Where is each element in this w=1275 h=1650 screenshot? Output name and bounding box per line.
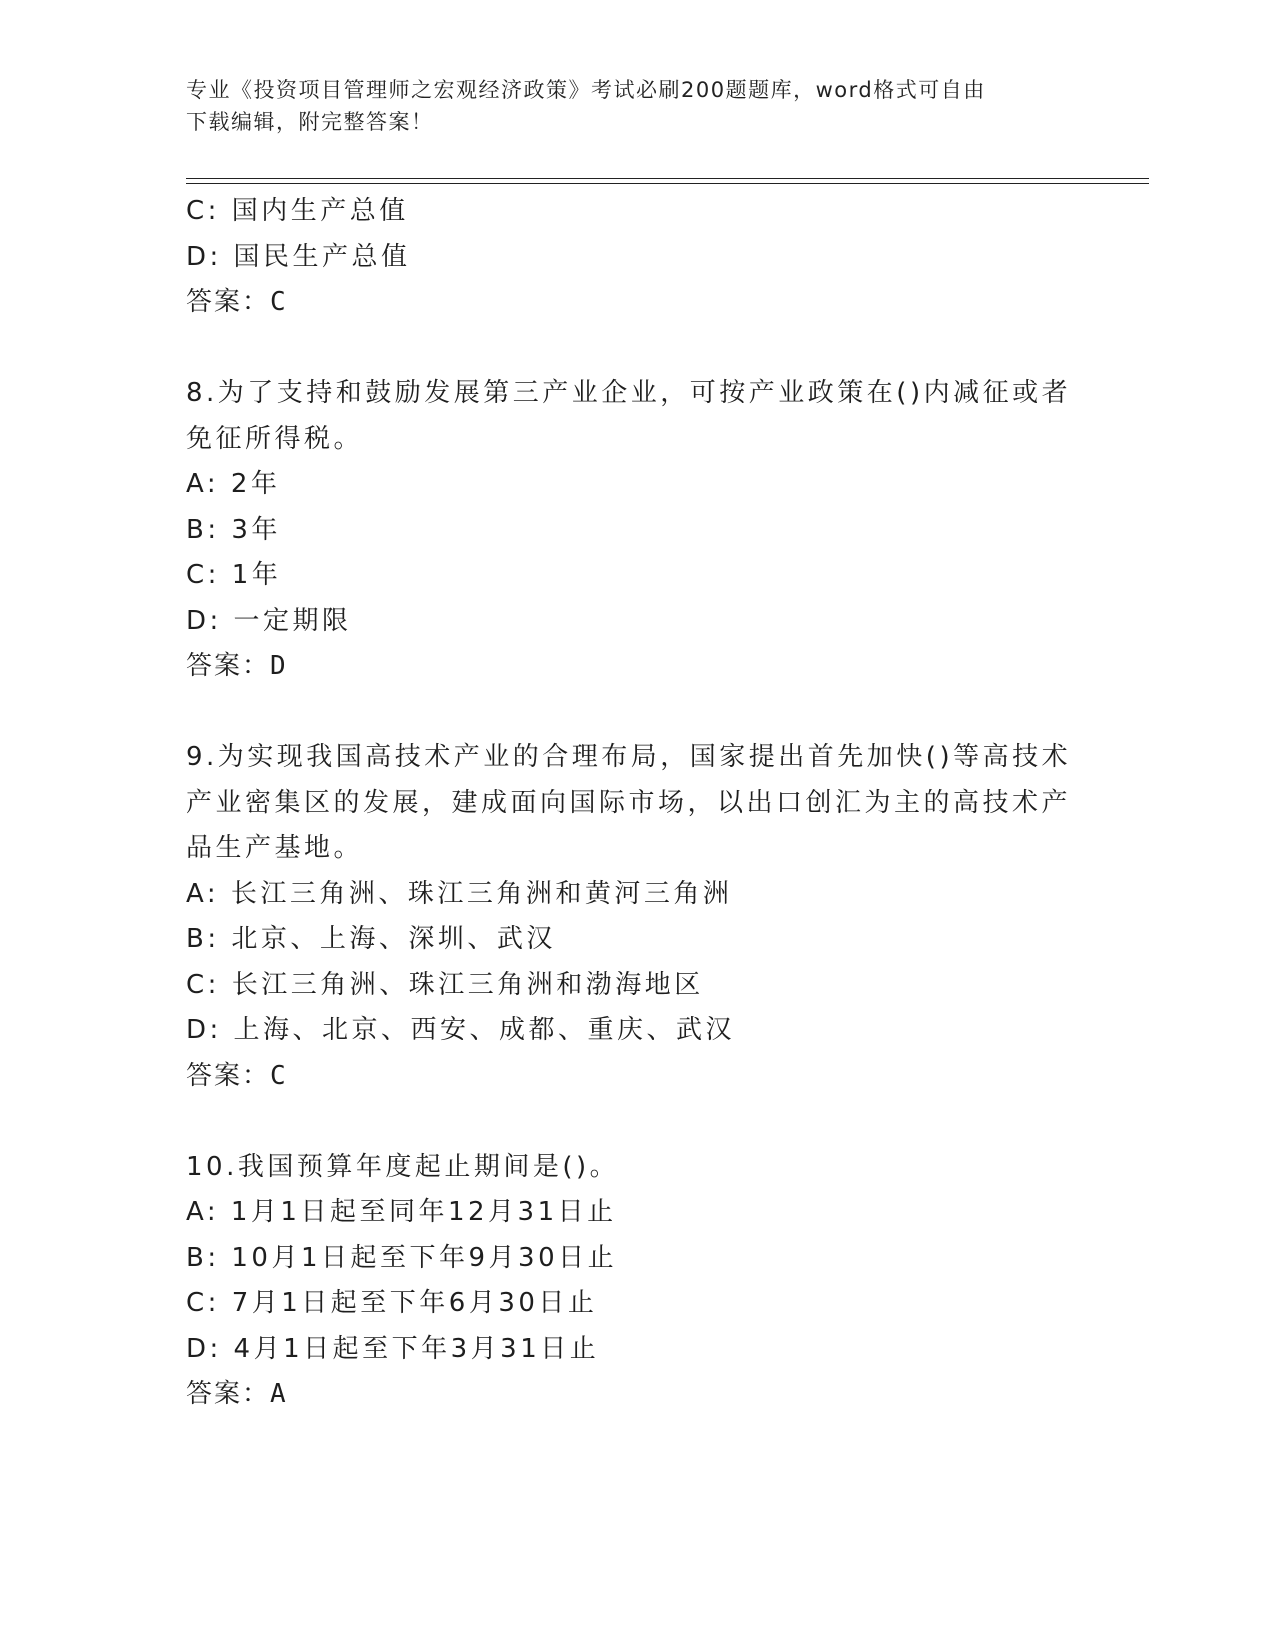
answer-value: D — [270, 651, 288, 681]
option-row — [186, 462, 1066, 508]
question-stem-line: 9.为实现我国高技术产业的合理布局，国家提出首先加快()等高技术 — [186, 742, 1072, 772]
option-row — [186, 508, 1066, 554]
option-label: A: — [186, 1197, 220, 1227]
answer-row — [186, 1372, 1066, 1418]
option-label: D: — [186, 241, 222, 272]
answer-label: 答案： — [186, 1060, 271, 1091]
option-text: 2年 — [230, 469, 281, 499]
option-label: B: — [186, 514, 220, 545]
option-label: C: — [186, 969, 220, 1000]
option-label: D: — [186, 1015, 222, 1045]
option-text: 北京、上海、深圳、武汉 — [231, 924, 556, 954]
option-row — [186, 599, 1066, 645]
answer-value: C — [270, 1060, 288, 1091]
option-row — [186, 917, 1066, 963]
question-gap — [186, 326, 1066, 372]
answer-label: 答案： — [186, 1379, 271, 1409]
option-row — [186, 963, 1066, 1009]
header-rule-top — [186, 178, 1149, 179]
option-row — [186, 235, 1066, 281]
question-9 — [186, 735, 1072, 1099]
header-line-2: 下载编辑，附完整答案！ — [186, 110, 434, 134]
header-rule-bottom — [186, 183, 1149, 184]
answer-label: 答案： — [186, 651, 271, 681]
option-text: 长江三角洲、珠江三角洲和渤海地区 — [231, 969, 704, 1000]
option-row — [186, 872, 1066, 918]
prev-question — [186, 189, 1066, 326]
option-text: 3年 — [231, 514, 281, 545]
option-row — [186, 553, 1066, 599]
option-label: C: — [186, 560, 220, 590]
header-line-1: 专业《投资项目管理师之宏观经济政策》考试必刷200题题库，word格式可自由 — [186, 78, 986, 102]
option-text: 长江三角洲、珠江三角洲和黄河三角洲 — [230, 878, 733, 909]
question-stem-line: 品生产基地。 — [186, 833, 364, 863]
document-header — [186, 74, 1066, 138]
option-text: 4月1日起至下年3月31日止 — [233, 1333, 600, 1364]
question-gap — [186, 1099, 1066, 1145]
option-label: A: — [186, 469, 220, 499]
option-label: D: — [186, 605, 222, 636]
option-text: 一定期限 — [233, 605, 352, 636]
question-10 — [186, 1145, 1066, 1418]
question-8 — [186, 371, 1072, 690]
option-row — [186, 1236, 1066, 1282]
answer-row — [186, 644, 1066, 690]
question-stem-line: 免征所得税。 — [186, 423, 364, 454]
option-label: C: — [186, 196, 220, 226]
option-text: 10月1日起至下年9月30日止 — [231, 1242, 618, 1273]
option-row — [186, 1281, 1066, 1327]
question-gap — [186, 690, 1066, 736]
option-label: A: — [186, 878, 220, 909]
option-label: B: — [186, 1242, 220, 1273]
question-stem-line: 产业密集区的发展，建成面向国际市场，以出口创汇为主的高技术产 — [186, 787, 1072, 818]
option-row — [186, 189, 1066, 235]
option-label: B: — [186, 924, 220, 954]
option-label: D: — [186, 1333, 222, 1364]
option-text: 1年 — [231, 560, 282, 590]
option-text: 国民生产总值 — [233, 241, 411, 272]
option-text: 1月1日起至同年12月31日止 — [230, 1197, 617, 1227]
option-row — [186, 1327, 1066, 1373]
answer-value: A — [270, 1379, 288, 1409]
answer-value: C — [270, 287, 288, 317]
answer-row — [186, 1054, 1066, 1100]
option-label: C: — [186, 1288, 220, 1318]
question-stem-line: 10.我国预算年度起止期间是()。 — [186, 1151, 620, 1182]
option-row — [186, 1008, 1066, 1054]
question-list — [186, 189, 1072, 1418]
answer-row — [186, 280, 1066, 326]
option-text: 国内生产总值 — [231, 196, 409, 226]
option-text: 7月1日起至下年6月30日止 — [231, 1288, 598, 1318]
option-row — [186, 1190, 1066, 1236]
answer-label: 答案： — [186, 287, 271, 317]
option-text: 上海、北京、西安、成都、重庆、武汉 — [233, 1015, 736, 1045]
question-stem-line: 8.为了支持和鼓励发展第三产业企业，可按产业政策在()内减征或者 — [186, 378, 1072, 408]
